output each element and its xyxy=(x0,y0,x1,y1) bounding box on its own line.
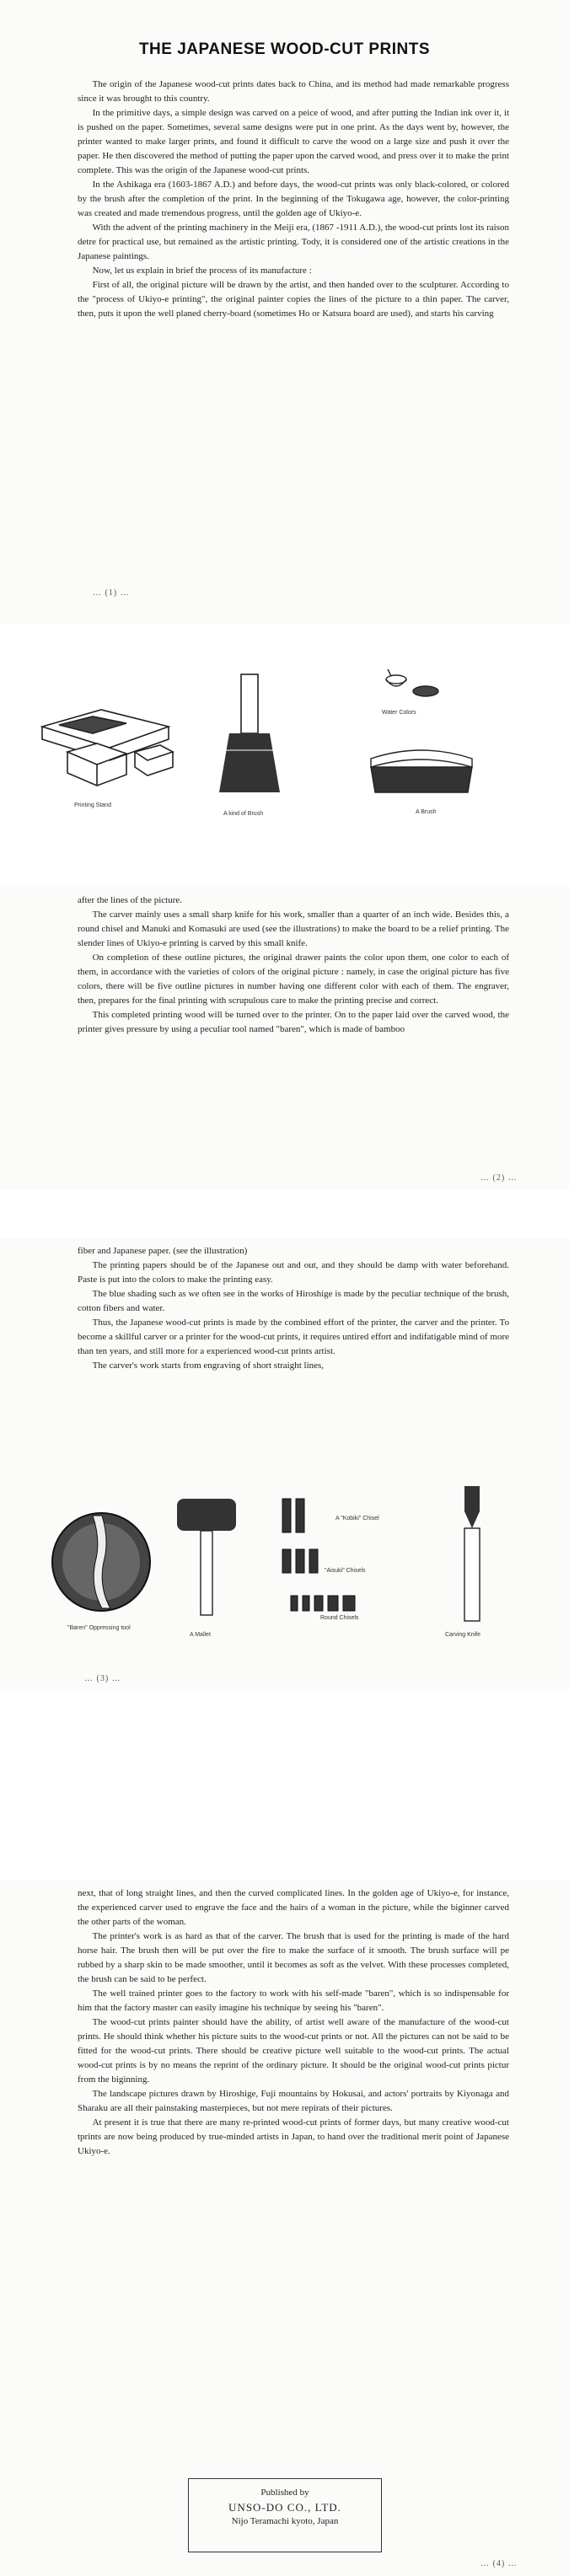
mallet-illustration xyxy=(169,1490,244,1625)
carving-knife-illustration xyxy=(451,1478,493,1629)
page-number: … (1) … xyxy=(93,588,130,598)
chisels-illustration xyxy=(274,1490,434,1634)
caption-water-colors: Water Colors xyxy=(382,710,416,716)
page-3 xyxy=(0,1237,569,1691)
document-title: THE JAPANESE WOOD-CUT PRINTS xyxy=(138,40,431,58)
paragraph: The carver's work starts from engraving of short straight lines, xyxy=(92,1360,325,1371)
paragraph: At present it is true that there are many re-printed wood-cut prints of former days, but many creative wood-cut tprints are now being produced by true-minded artists in Japan, to hand over the traditional merit point of Japanese Ukiyo-e. xyxy=(78,2117,509,2156)
page-4 xyxy=(0,1880,569,2576)
paragraph: Now, let us explain in brief the process of its manufacture : xyxy=(92,266,312,276)
caption-carving-knife: Carving Knife xyxy=(445,1632,481,1638)
paragraph: The carver mainly uses a small sharp knife for his work, smaller than a quarter of an inch wide. Besides this, a round chisel and Manuki and Komasuki are used (see the illustrations) to make the board to be a relief printing. The slender lines of Ukiyo-e printing is carved by this small knife. xyxy=(78,910,509,948)
caption-kobiki-chisel: A "Kobiki" Chisel xyxy=(335,1516,379,1521)
paragraph: The printer's work is as hard as that of the carver. The brush that is used for the printing is made of the hard horse hair. The brush then will be put over the fire to make the surface of it smooth. The brush surface will pe rubbed by a sharp skin to be made smoother, until it becomes as soft as the velvet. With these processes completed, the brush can be said to be perfect. xyxy=(78,1931,509,1984)
page-4-text xyxy=(78,1886,509,2159)
paragraph: On completion of these outline pictures, the original drawer paints the color upon them, one color to each of them, in accordance with the varieties of colors of the original picture : namely, in case the original picture has five colors, there will be five outline pictures in number having one different color with each of them. The engraver, then, prepares for the final printing with scrupulous care to make the printing precise and correct. xyxy=(78,953,509,1006)
publisher-company: UNSO-DO CO., LTD. xyxy=(228,2501,341,2514)
paragraph: This completed printing wood will be turned over to the printer. On to the paper laid over the carved wood, the printer gives pressure by using a peculiar tool named "baren", which is made of bamboo xyxy=(78,1010,509,1034)
paragraph: The printing papers should be of the Japanese out and out, and they should be damp with water beforehand. Paste is put into the colors to make the printing easy. xyxy=(78,1260,509,1285)
page-2 xyxy=(0,887,569,1190)
water-colors-illustration xyxy=(371,668,447,710)
caption-baren: "Baren" Oppressing tool xyxy=(67,1625,131,1631)
caption-printing-stand: Printing Stand xyxy=(74,802,111,808)
caption-aisuki-chisels: "Aisuki" Chisels xyxy=(325,1568,366,1574)
caption-round-chisels: Round Chisels xyxy=(320,1615,359,1621)
caption-mallet: A Mallet xyxy=(190,1632,211,1638)
caption-brush: A kind of Brush xyxy=(223,811,264,817)
brush-illustration xyxy=(212,666,288,801)
paragraph: The well trained printer goes to the factory to work with his self-made "baren", which is so indispensable for him that the factory master can easily imagine his technique by seeing his "baren". xyxy=(78,1988,509,2013)
a-brush-illustration xyxy=(362,742,480,801)
page-number: … (4) … xyxy=(480,2559,518,2568)
paragraph: fiber and Japanese paper. (see the illustration) xyxy=(78,1246,248,1256)
page-1-text xyxy=(78,78,509,321)
publisher-box xyxy=(188,2478,382,2552)
paragraph: With the advent of the printing machinery in the Meiji era, (1867 -1911 A.D.), the wood-cut prints lost its raison detre for practical use, but remained as the artistic printing. Tody, it is considered one of the artistic creations in the Japanese paintings. xyxy=(78,223,509,261)
page-number: … (3) … xyxy=(84,1674,121,1683)
printing-stand-illustration xyxy=(34,693,177,794)
paragraph: In the primitive days, a simple design was carved on a peice of wood, and after putting the Indian ink over it, it is pushed on the paper. Sometimes, several same designs were put in one print. As the days went by, however, the printer wanted to make larger prints, and found it difficult to carve the wood on a large size and push it over the paper. He then discovered the method of putting the paper upon the carved wood, and press over it to make the print complete. This was the origin of the Japanese wood-cut prints. xyxy=(78,108,509,175)
paragraph: The origin of the Japanese wood-cut prints dates back to China, and its method had made remarkable progress since it was brought to this country. xyxy=(78,79,509,104)
paragraph: First of all, the original picture will be drawn by the artist, and then handed over to the sculpturer. According to the "process of Ukiyo-e printing", the original painter copies the lines of the picture to a thin paper. The carver, then, puts it upon the well planed cherry-board (sometimes Ho or Katsura board are used), and starts his carving xyxy=(78,280,509,319)
publisher-address: Nijo Teramachi kyoto, Japan xyxy=(231,2516,339,2526)
publisher-label: Published by xyxy=(260,2487,309,2498)
page-3-text xyxy=(78,1244,509,1373)
page-1 xyxy=(0,0,569,624)
caption-a-brush: A Brush xyxy=(416,809,437,815)
page-2-text xyxy=(78,894,509,1037)
paragraph: next, that of long straight lines, and then the curved complicated lines. In the golden age of Ukiyo-e, for instance, the experienced carver used to engrave the face and the hairs of a woman in the picture, while the biginner carved the other parts of the woman. xyxy=(78,1888,509,1927)
paragraph: Thus, the Japanese wood-cut prints is made by the combined effort of the printer, the carver and the printer. To become a skillful carver or a printer for the wood-cut prints, it requires untired effort and indifatigable mind of more than ten years, and still more for a experienced wood-cut prints artist. xyxy=(78,1318,509,1356)
page-number: … (2) … xyxy=(480,1173,518,1183)
baren-illustration xyxy=(46,1507,156,1617)
paragraph: after the lines of the picture. xyxy=(78,895,183,905)
paragraph: The wood-cut prints painter should have the ability, of artist well aware of the manufacture of the wood-cut prints. He should think whether his picture suits to the wood-cut prints or not. All the pictures can not be said to be fitted for the wood-cut prints. There should be creative picture well suitable to the wood-cut prints. The actual wood-cut prints is by no means the reprint of the ordinary picture. It should be the original wood-cut prints pictur from the biginning. xyxy=(78,2017,509,2085)
paragraph: The blue shading such as we often see in the works of Hiroshige is made by the peculiar technique of the brush, cotton fibers and water. xyxy=(78,1289,509,1313)
paragraph: In the Ashikaga era (1603-1867 A.D.) and before days, the wood-cut prints was only black-colored, or colored by the brush after the completion of the print. In the beginning of the Tokugawa age, however, the color-printing was created and made tremendous progress, until the golden age of Ukiyo-e. xyxy=(78,180,509,218)
paragraph: The landscape pictures drawn by Hiroshige, Fuji mountains by Hokusai, and actors' portraits by Kiyonaga and Sharaku are all their painstaking masterpieces, but not mere repirats of their pictures. xyxy=(78,2089,509,2113)
